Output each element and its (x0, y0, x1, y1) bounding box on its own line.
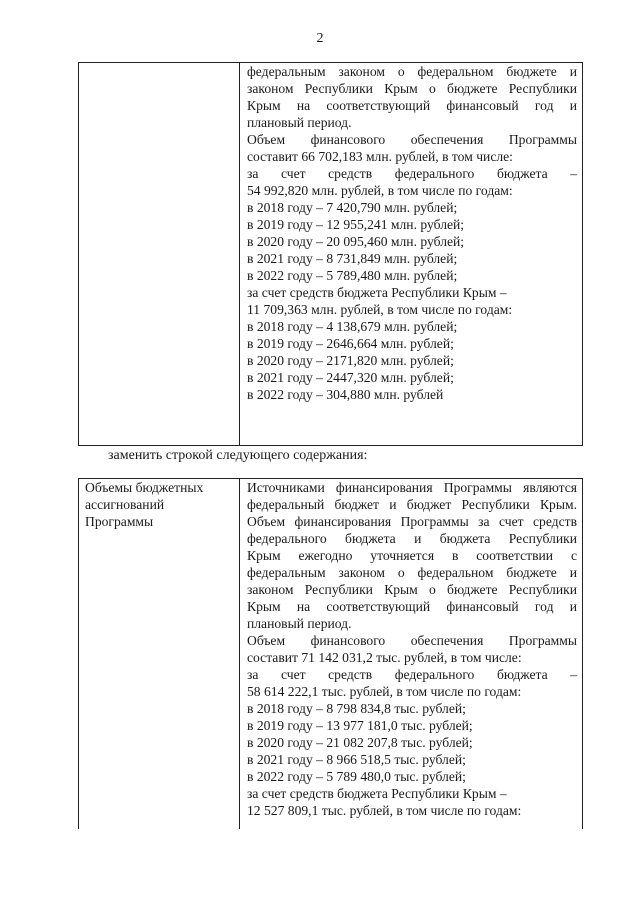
text-line: за счет средств федерального бюджета – (247, 667, 577, 682)
table-row (79, 63, 583, 446)
text-line: Объем финансового обеспечения Программы (247, 633, 577, 648)
table-row (79, 479, 583, 830)
text-line: Объем финансирования Программы за счет средств (247, 514, 577, 529)
text-line: Крым ежегодно уточняется в соответствии с (247, 548, 577, 563)
text-line: в 2021 году – 8 966 518,5 тыс. рублей; (247, 752, 466, 767)
text-line: в 2020 году – 2171,820 млн. рублей; (247, 353, 454, 368)
text-line: федерального бюджета и бюджета Республики (247, 531, 577, 546)
text-line: законом Республики Крым о бюджете Республики (247, 81, 577, 96)
text-line: Крым на соответствующий финансовый год и (247, 599, 577, 614)
text-line: ассигнований (85, 497, 165, 512)
page-number: 2 (316, 31, 324, 46)
text-line: в 2022 году – 5 789,480 млн. рублей; (247, 268, 458, 283)
text-line: в 2022 году – 304,880 млн. рублей (247, 387, 444, 402)
text-line: 58 614 222,1 тыс. рублей, в том числе по годам: (247, 684, 522, 699)
text-line: в 2018 году – 4 138,679 млн. рублей; (247, 319, 458, 334)
text-line: Объемы бюджетных (85, 480, 204, 495)
text-line: Крым на соответствующий финансовый год и (247, 98, 577, 113)
funding-table-old (78, 62, 583, 446)
text-line: за счет средств федерального бюджета – (247, 166, 577, 181)
text-line: в 2019 году – 2646,664 млн. рублей; (247, 336, 454, 351)
text-line: в 2019 году – 13 977 181,0 тыс. рублей; (247, 718, 473, 733)
text-line: в 2019 году – 12 955,241 млн. рублей; (247, 217, 465, 232)
text-line: Объем финансового обеспечения Программы (247, 132, 577, 147)
table-right-cell (240, 479, 583, 830)
text-line: 11 709,363 млн. рублей, в том числе по годам: (247, 302, 513, 317)
text-line: за счет средств бюджета Республики Крым – (247, 285, 507, 300)
text-line: законом Республики Крым о бюджете Республики (247, 582, 577, 597)
text-line: 12 527 809,1 тыс. рублей, в том числе по годам: (247, 803, 522, 818)
table-left-cell (79, 63, 240, 446)
text-line: федеральный бюджет и бюджет Республики Крым. (247, 497, 577, 512)
text-line: федеральным законом о федеральном бюджете и (247, 64, 577, 79)
text-line: в 2018 году – 8 798 834,8 тыс. рублей; (247, 701, 466, 716)
text-line: в 2018 году – 7 420,790 млн. рублей; (247, 200, 458, 215)
funding-table-new (78, 478, 583, 829)
replacement-instruction: заменить строкой следующего содержания: (108, 448, 368, 463)
text-line: составит 71 142 031,2 тыс. рублей, в том числе: (247, 650, 522, 665)
text-line: Источниками финансирования Программы являются (247, 480, 577, 495)
text-line: в 2022 году – 5 789 480,0 тыс. рублей; (247, 769, 466, 784)
text-line: плановый период. (247, 115, 352, 130)
text-line: в 2020 году – 21 082 207,8 тыс. рублей; (247, 735, 473, 750)
text-line: Программы (85, 514, 154, 529)
text-line: в 2020 году – 20 095,460 млн. рублей; (247, 234, 465, 249)
text-line: в 2021 году – 8 731,849 млн. рублей; (247, 251, 458, 266)
text-line: за счет средств бюджета Республики Крым – (247, 786, 507, 801)
text-line: федеральным законом о федеральном бюджете и (247, 565, 577, 580)
table-right-cell (240, 63, 583, 446)
text-line: плановый период. (247, 616, 352, 631)
text-line: 54 992,820 млн. рублей, в том числе по годам: (247, 183, 513, 198)
text-line: составит 66 702,183 млн. рублей, в том числе: (247, 149, 513, 164)
text-line: в 2021 году – 2447,320 млн. рублей; (247, 370, 454, 385)
table-left-cell (79, 479, 240, 830)
